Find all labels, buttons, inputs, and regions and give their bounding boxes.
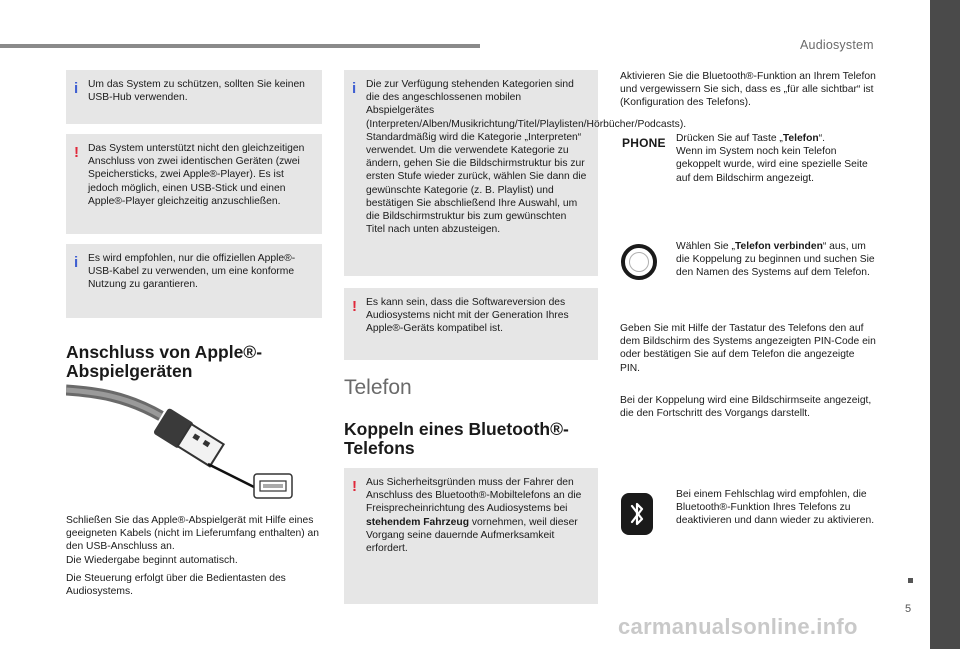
info-text: Es wird empfohlen, nur die offiziellen Apple®-USB-Kabel zu verwenden, um eine konforme Nutzung zu garantieren. xyxy=(88,253,296,291)
heading-line: Anschluss von Apple®- xyxy=(66,342,263,362)
select-knob-icon xyxy=(621,244,657,280)
watermark: carmanualsonline.info xyxy=(618,614,858,639)
info-box-usb-hub xyxy=(66,70,322,124)
info-box-apple-cable xyxy=(66,244,322,318)
body-paragraph: Die Steuerung erfolgt über die Bedientasten des Audiosystems. xyxy=(66,572,286,598)
step-connect-telefon: Wählen Sie „Telefon verbinden“ aus, um die Koppelung zu beginnen und suchen Sie den Namen des Systems auf dem Telefon. xyxy=(676,241,875,279)
chapter-title-telefon: Telefon xyxy=(344,376,412,399)
progress-instructions: Bei der Koppelung wird eine Bildschirmseite angezeigt, die den Fortschritt des Vorgangs darstellt. xyxy=(620,395,872,420)
phone-key-icon: PHONE xyxy=(622,136,666,150)
heading-line: Abspielgeräten xyxy=(66,361,193,381)
info-text: Um das System zu schützen, sollten Sie keinen USB-Hub verwenden. xyxy=(88,79,305,104)
warning-icon: ! xyxy=(74,144,79,161)
warning-box-software-version xyxy=(344,288,598,360)
usb-cable-illustration xyxy=(66,384,300,502)
step-press-telefon: Drücken Sie auf Taste „Telefon“. Wenn im System noch kein Telefon gekoppelt wurde, wird eine spezielle Seite auf dem Bildschirm angezeigt. xyxy=(676,133,868,184)
heading-line: Koppeln eines Bluetooth®- xyxy=(344,419,569,439)
pin-instructions: Geben Sie mit Hilfe der Tastatur des Telefons den auf dem Bildschirm des Systems angezeigten PIN-Code ein oder bestätigen Sie auf dem Telefon die angezeigte PIN. xyxy=(620,323,876,374)
info-icon: i xyxy=(74,254,79,271)
warning-text: Es kann sein, dass die Softwareversion des Audiosystems nicht mit der Generation Ihres Apple®-Geräts kompatibel ist. xyxy=(366,297,569,335)
side-tab xyxy=(930,0,960,649)
warning-icon: ! xyxy=(352,298,357,315)
body-paragraph: Schließen Sie das Apple®-Abspielgerät mit Hilfe eines geeigneten Kabels (nicht im Lieferumfang enthalten) an den USB-Anschluss an. Die Wiedergabe beginnt automatisch. xyxy=(66,515,320,566)
info-icon: i xyxy=(74,80,79,97)
info-icon: i xyxy=(352,80,357,97)
heading-apple-connection xyxy=(66,343,326,381)
heading-line: Telefons xyxy=(344,438,415,458)
warning-icon: ! xyxy=(352,478,357,495)
continue-marker xyxy=(908,578,913,583)
apple-connection-body xyxy=(66,514,328,603)
warning-text: Aus Sicherheitsgründen muss der Fahrer den Anschluss des Bluetooth®-Mobiltelefons an die Freisprecheinrichtung des Audiosystems bei stehendem Fahrzeug vornehmen, weil dieser Vorgang seine dauernde Aufmerksamkeit erfordert. xyxy=(366,477,582,555)
failure-instructions: Bei einem Fehlschlag wird empfohlen, die Bluetooth®-Funktion Ihres Telefons zu deaktivieren und dann wieder zu aktivieren. xyxy=(676,489,875,527)
info-text: Standardmäßig wird die Kategorie „Interpreten“ verwendet. Um die verwendete Kategorie zu ändern, gehen Sie die Bildschirmstruktur bis zur ersten Stufe wieder zurück, wählen Sie dann die gewünschte Kategorie (z. B. Playlist) und bestätigen Sie abschließend Ihre Auswahl, um die Bildschirmstruktur bis zum gewünschten Titel nach unten abzusteigen. xyxy=(366,131,587,236)
warning-box-safety xyxy=(344,468,598,604)
section-title: Audiosystem xyxy=(800,38,874,52)
bluetooth-intro: Aktivieren Sie die Bluetooth®-Funktion an Ihrem Telefon und vergewissern Sie sich, dass es „für alle sichtbar“ ist (Konfiguration des Telefons). xyxy=(620,71,876,109)
heading-bluetooth-pairing xyxy=(344,420,598,458)
bluetooth-icon xyxy=(621,493,653,535)
warning-text: Das System unterstützt nicht den gleichzeitigen Anschluss von zwei identischen Geräten (zwei Speichersticks, zwei Apple®-Player). Es ist jedoch möglich, einen USB-Stick und einen Apple®-Player gleichzeitig anzuschließen. xyxy=(88,143,305,207)
info-text: Die zur Verfügung stehenden Kategorien sind die des angeschlossenen mobilen Abspielgerätes (Interpreten/Alben/Musikrichtung/Titel/Playlisten/Hörbücher/Podcasts). xyxy=(366,79,687,130)
header-rule xyxy=(0,44,480,48)
warning-box-identical-devices xyxy=(66,134,322,234)
page-number: 5 xyxy=(905,603,912,615)
